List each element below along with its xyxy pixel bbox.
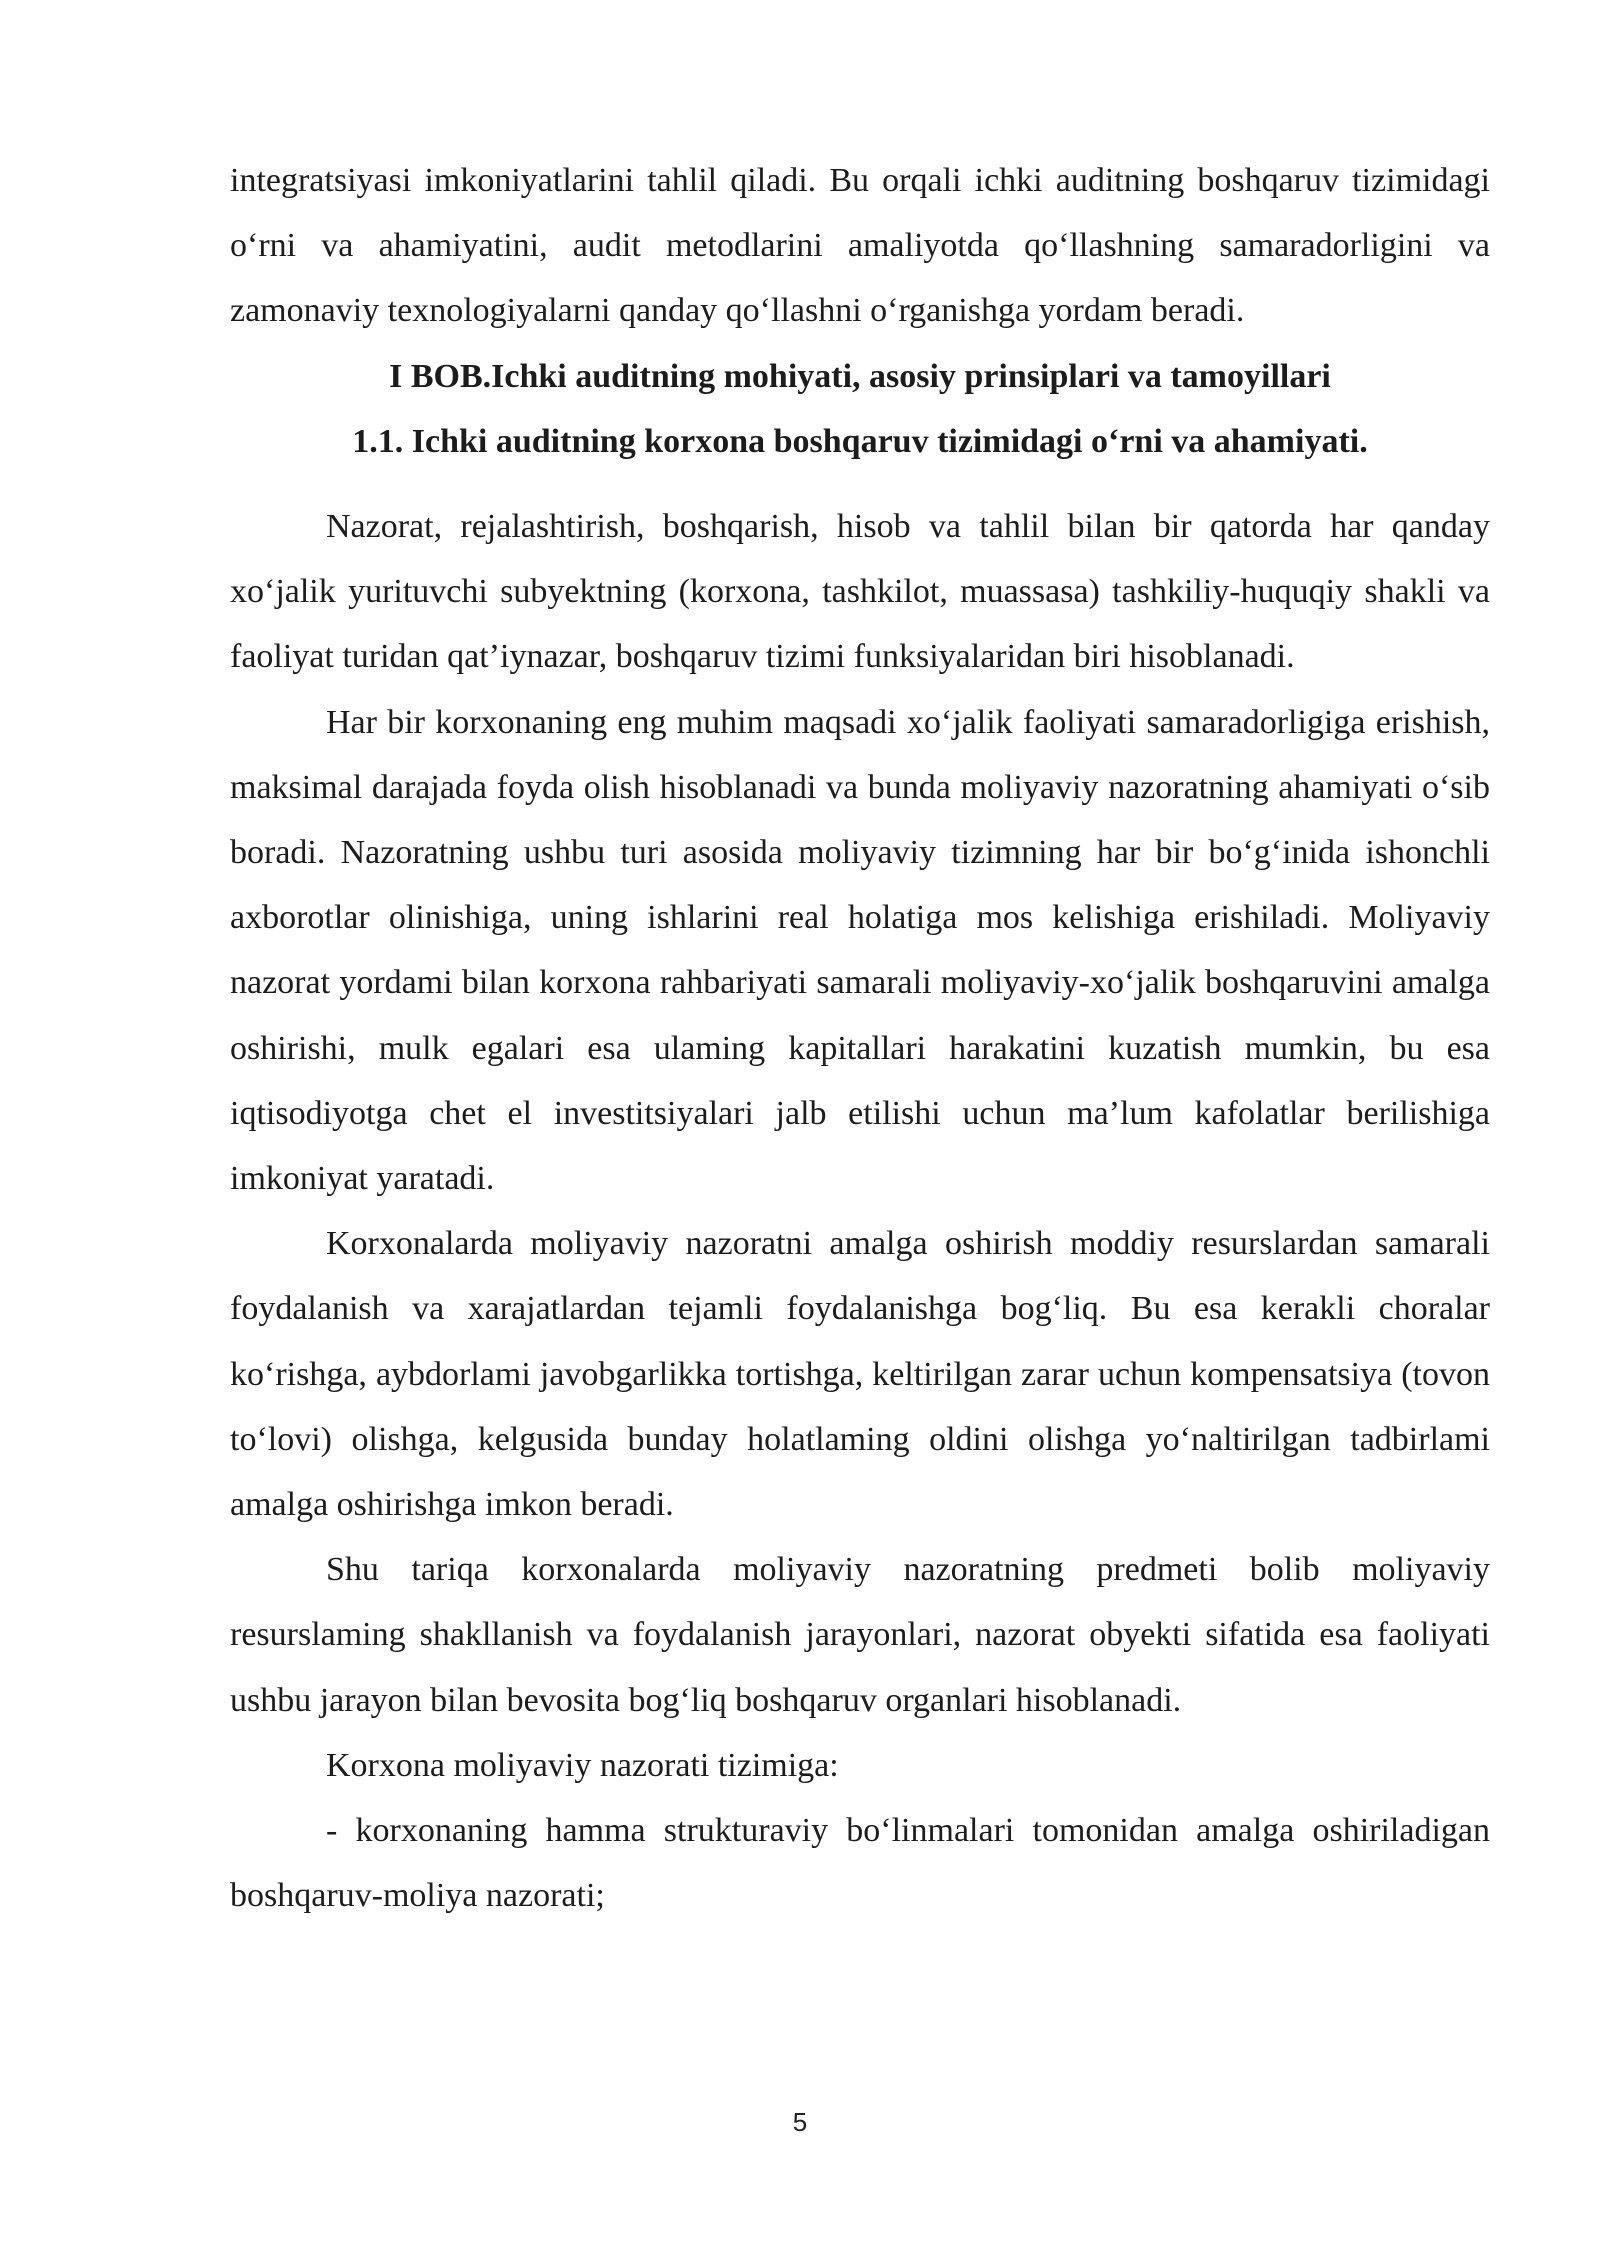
paragraph: Shu tariqa korxonalarda moliyaviy nazoratning predmeti bolib moliyaviy resurslaming shakllanish va foydalanish jarayonlari, nazorat obyekti sifatida esa faoliyati ushbu jarayon bilan bevosita bog‘liq boshqaruv organlari hisoblanadi. [230,1551,1490,1719]
paragraph: Har bir korxonaning eng muhim maqsadi xo‘jalik faoliyati samaradorligiga erishish, maksimal darajada foyda olish hisoblanadi va bunda moliyaviy nazoratning ahamiyati o‘sib boradi. Nazoratning ushbu turi asosida moliyaviy tizimning har bir bo‘g‘inida ishonchli axborotlar olinishiga, uning ishlarini real holatiga mos kelishiga erishiladi. Moliyaviy nazorat yordami bilan korxona rahbariyati samarali moliyaviy-xo‘jalik boshqaruvini amalga oshirishi, mulk egalari esa ulaming kapitallari harakatini kuzatish mumkin, bu esa iqtisodiyotga chet el investitsiyalari jalb etilishi uchun ma’lum kafolatlar berilishiga imkoniyat yaratadi. [230,703,1490,1198]
paragraph: Nazorat, rejalashtirish, boshqarish, hisob va tahlil bilan bir qatorda har qanday xo‘jalik yurituvchi subyektning (korxona, tashkilot, muassasa) tashkiliy-huquqiy shakli va faoliyat turidan qat’iynazar, boshqaruv tizimi funksiyalaridan biri hisoblanadi. [230,508,1490,676]
paragraph-intro: integratsiyasi imkoniyatlarini tahlil qiladi. Bu orqali ichki auditning boshqaruv tizimidagi o‘rni va ahamiyatini, audit metodlarini amaliyotda qo‘llashning samaradorligini va zamonaviy texnologiyalarni qanday qo‘llashni o‘rganishga yordam beradi. [230,162,1490,330]
page-number: 5 [792,2107,808,2137]
section-title: 1.1. Ichki auditning korxona boshqaruv tizimidagi o‘rni va ahamiyati. [352,422,1368,460]
paragraph: Korxona moliyaviy nazorati tizimiga: [326,1746,839,1784]
document-page [230,148,1490,1928]
paragraph: Korxonalarda moliyaviy nazoratni amalga oshirish moddiy resurslardan samarali foydalanish va xarajatlardan tejamli foydalanishga bog‘liq. Bu esa kerakli choralar ko‘rishga, aybdorlami javobgarlikka tortishga, keltirilgan zarar uchun kompensatsiya (tovon to‘lovi) olishga, kelgusida bunday holatlaming oldini olishga yo‘naltirilgan tadbirlami amalga oshirishga imkon beradi. [230,1225,1490,1524]
chapter-title: I BOB.Ichki auditning mohiyati, asosiy prinsiplari va tamoyillari [389,357,1331,395]
list-item: - korxonaning hamma strukturaviy bo‘linmalari tomonidan amalga oshiriladigan boshqaruv-moliya nazorati; [230,1812,1490,1915]
